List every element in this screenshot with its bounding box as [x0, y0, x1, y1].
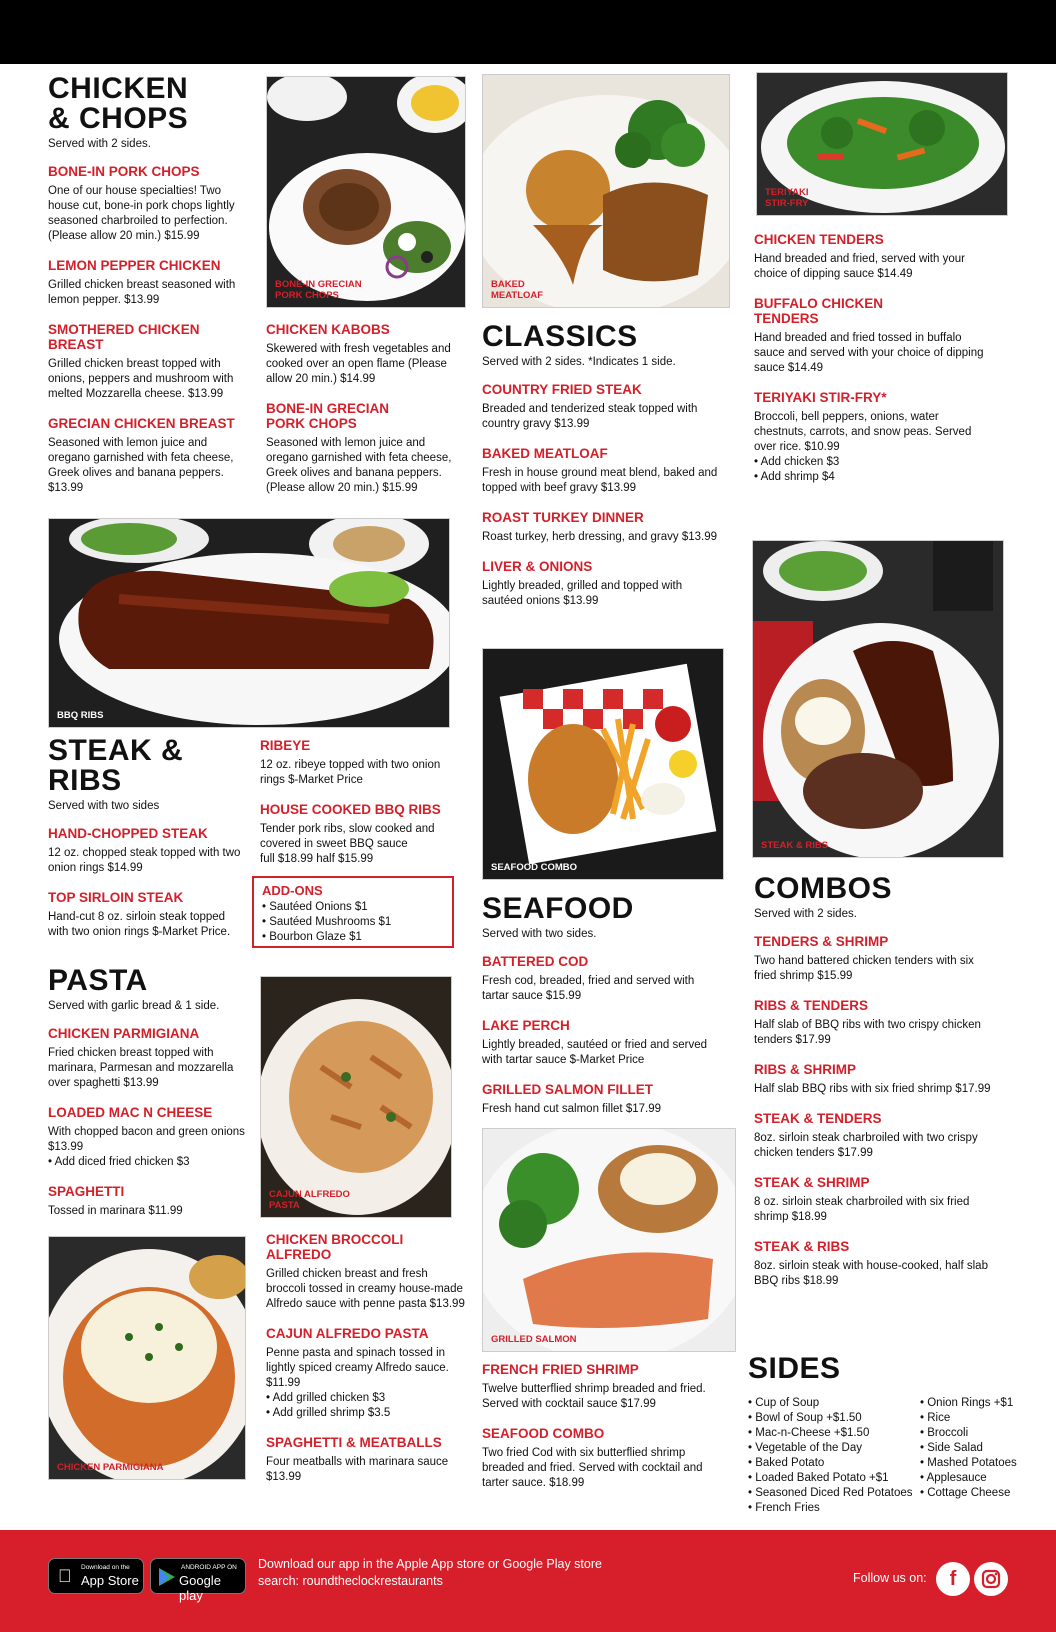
top-black-bar: [0, 0, 1056, 64]
menu-item: [754, 1239, 994, 1289]
menu-item: [48, 322, 248, 402]
item-desc: Penne pasta and spinach tossed in lightly spiced creamy Alfredo sauce. $11.99: [266, 1347, 449, 1389]
photo-caption: TERIYAKI STIR-FRY: [765, 187, 809, 209]
menu-item: [482, 510, 722, 545]
combos-title: COMBOS: [754, 872, 892, 905]
item-name: STEAK & TENDERS: [754, 1111, 882, 1126]
google-play-icon: [159, 1568, 175, 1586]
add-ons-title: ADD-ONS: [262, 883, 323, 898]
item-desc: Two hand battered chicken tenders with six fried shrimp $15.99: [754, 955, 974, 982]
menu-item: [48, 826, 248, 876]
steak-subtitle: Served with two sides: [48, 800, 160, 812]
chicken-subtitle: Served with 2 sides.: [48, 138, 151, 150]
seafood-section: [482, 894, 718, 1117]
sides-section: [748, 1354, 1048, 1516]
steak-section-2: [260, 738, 460, 867]
google-play-small-label: ANDROID APP ON: [181, 1564, 237, 1571]
menu-item: [754, 1175, 994, 1225]
item-desc: Hand breaded and fried, served with your choice of dipping sauce $14.49: [754, 253, 965, 280]
photo-caption: BBQ RIBS: [57, 710, 104, 721]
menu-item: [754, 390, 986, 485]
photo-caption: BAKED MEATLOAF: [491, 279, 544, 301]
item-name: HOUSE COOKED BBQ RIBS: [260, 802, 441, 817]
item-desc: Four meatballs with marinara sauce $13.99: [266, 1456, 449, 1483]
cajun-pasta-photo: [260, 976, 452, 1218]
item-name: RIBEYE: [260, 738, 311, 753]
menu-item: [754, 232, 986, 282]
item-name: BONE-IN GRECIAN PORK CHOPS: [266, 401, 390, 431]
chicken-section: [48, 74, 248, 496]
menu-item: [482, 382, 722, 432]
addon-line: • Add diced fried chicken $3: [48, 1155, 248, 1170]
seafood-combo-image: [483, 649, 724, 880]
side-item: • Seasoned Diced Red Potatoes: [748, 1486, 923, 1501]
side-item: • Mac-n-Cheese +$1.50: [748, 1426, 923, 1441]
item-desc: Grilled chicken breast and fresh broccoli tossed in creamy house-made Alfredo sauce with penne pasta $13.99: [266, 1268, 465, 1310]
side-item: • Cottage Cheese: [920, 1486, 1045, 1501]
item-desc: Seasoned with lemon juice and oregano garnished with feta cheese, Greek olives and banana peppers. $13.99: [48, 437, 234, 494]
item-name: LEMON PEPPER CHICKEN: [48, 258, 221, 273]
side-item: • Loaded Baked Potato +$1: [748, 1471, 923, 1486]
pasta-subtitle: Served with garlic bread & 1 side.: [48, 1000, 220, 1012]
chicken-section-2: [266, 322, 466, 496]
photo-caption: CHICKEN PARMIGIANA: [57, 1462, 164, 1473]
menu-item: [482, 1426, 718, 1491]
menu-item: [48, 1184, 248, 1219]
app-store-label: App Store: [81, 1573, 139, 1588]
menu-item: [48, 1105, 248, 1170]
item-name: COUNTRY FRIED STEAK: [482, 382, 642, 397]
item-desc: Seasoned with lemon juice and oregano garnished with feta cheese, Greek olives and banana peppers. (Please allow 20 min.) $15.99: [266, 437, 452, 494]
steak-section: [48, 736, 248, 940]
app-download-text: [258, 1556, 602, 1590]
meatloaf-image: [483, 75, 730, 308]
menu-item: [482, 446, 722, 496]
side-item: • Vegetable of the Day: [748, 1441, 923, 1456]
item-desc: Fresh cod, breaded, fried and served with tartar sauce $15.99: [482, 975, 695, 1002]
add-on-item: • Sautéed Onions $1: [262, 900, 444, 915]
side-item: • Side Salad: [920, 1441, 1045, 1456]
menu-item: [482, 1082, 718, 1117]
pasta-section: [48, 966, 248, 1219]
item-desc: One of our house specialties! Two house cut, bone-in pork chops lightly seasoned charbroiled to perfection. (Please allow 20 min.) $15.99: [48, 185, 235, 242]
item-name: TENDERS & SHRIMP: [754, 934, 889, 949]
seafood-section-2: [482, 1362, 718, 1491]
menu-item: [754, 998, 994, 1048]
steak-ribs-photo: [752, 540, 1004, 858]
facebook-icon[interactable]: f: [936, 1562, 970, 1596]
app-search-line: search: roundtheclockrestaurants: [258, 1574, 443, 1588]
photo-caption: GRILLED SALMON: [491, 1334, 577, 1345]
menu-item: [48, 164, 248, 244]
seafood-title: SEAFOOD: [482, 892, 634, 925]
classics-title: CLASSICS: [482, 320, 638, 353]
sides-title: SIDES: [748, 1352, 841, 1385]
item-name: BATTERED COD: [482, 954, 589, 969]
instagram-icon[interactable]: [974, 1562, 1008, 1596]
menu-item: [266, 1326, 466, 1421]
item-name: CAJUN ALFREDO PASTA: [266, 1326, 429, 1341]
item-name: LOADED MAC N CHEESE: [48, 1105, 213, 1120]
item-name: CHICKEN TENDERS: [754, 232, 884, 247]
side-item: • Cup of Soup: [748, 1396, 923, 1411]
item-name: BAKED MEATLOAF: [482, 446, 608, 461]
item-desc: Hand-cut 8 oz. sirloin steak topped with two onion rings $-Market Price.: [48, 911, 231, 938]
combos-subtitle: Served with 2 sides.: [754, 908, 857, 920]
item-name: GRECIAN CHICKEN BREAST: [48, 416, 235, 431]
item-desc: Lightly breaded, grilled and topped with sautéed onions $13.99: [482, 580, 683, 607]
item-name: LIVER & ONIONS: [482, 559, 593, 574]
item-name: GRILLED SALMON FILLET: [482, 1082, 653, 1097]
item-name: SPAGHETTI & MEATBALLS: [266, 1435, 442, 1450]
item-name: RIBS & SHRIMP: [754, 1062, 857, 1077]
menu-item: [48, 890, 248, 940]
salmon-photo: [482, 1128, 736, 1352]
add-on-item: • Sautéed Mushrooms $1: [262, 915, 444, 930]
instagram-glyph: [974, 1562, 1008, 1596]
photo-caption: STEAK & RIBS: [761, 840, 829, 851]
menu-item: [482, 1362, 718, 1412]
item-desc: Broccoli, bell peppers, onions, water chestnuts, carrots, and snow peas. Served over rice. $10.99: [754, 411, 972, 453]
sides-list-right: [920, 1396, 1045, 1501]
seafood-subtitle: Served with two sides.: [482, 928, 597, 940]
item-name: SMOTHERED CHICKEN BREAST: [48, 322, 200, 352]
footer: [0, 1530, 1056, 1632]
addon-line: • Add grilled shrimp $3.5: [266, 1406, 466, 1421]
item-name: FRENCH FRIED SHRIMP: [482, 1362, 639, 1377]
menu-item: [754, 1111, 994, 1161]
google-play-button[interactable]: [150, 1558, 246, 1603]
steak-ribs-image: [753, 541, 1004, 858]
bbq-ribs-photo: [48, 518, 450, 728]
menu-item: [754, 296, 986, 376]
item-desc: 12 oz. ribeye topped with two onion rings $-Market Price: [260, 759, 441, 786]
addon-line: • Add grilled chicken $3: [266, 1391, 466, 1406]
bbq-ribs-image: [49, 519, 450, 728]
item-desc: Breaded and tenderized steak topped with country gravy $13.99: [482, 403, 698, 430]
google-play-label: Google play: [179, 1573, 221, 1603]
follow-us-label: Follow us on:: [853, 1571, 927, 1585]
item-name: TOP SIRLOIN STEAK: [48, 890, 184, 905]
item-name: TERIYAKI STIR-FRY*: [754, 390, 887, 405]
item-desc: 8oz. sirloin steak charbroiled with two crispy chicken tenders $17.99: [754, 1132, 978, 1159]
item-desc: Twelve butterflied shrimp breaded and fried. Served with cocktail sauce $17.99: [482, 1383, 706, 1410]
item-name: STEAK & SHRIMP: [754, 1175, 870, 1190]
item-name: SPAGHETTI: [48, 1184, 125, 1199]
add-ons-box: [252, 876, 454, 948]
item-name: CHICKEN PARMIGIANA: [48, 1026, 200, 1041]
add-on-item: • Bourbon Glaze $1: [262, 930, 444, 945]
item-name: STEAK & RIBS: [754, 1239, 850, 1254]
salmon-image: [483, 1129, 736, 1352]
item-name: ROAST TURKEY DINNER: [482, 510, 644, 525]
item-desc: Fresh hand cut salmon fillet $17.99: [482, 1103, 661, 1115]
steak-title: STEAK & RIBS: [48, 734, 184, 797]
photo-caption: BONE-IN GRECIAN PORK CHOPS: [275, 279, 362, 301]
item-desc: 8oz. sirloin steak with house-cooked, half slab BBQ ribs $18.99: [754, 1260, 988, 1287]
cajun-pasta-image: [261, 977, 452, 1218]
pork-chops-image: [267, 77, 466, 308]
combos-section: [754, 874, 994, 1289]
item-desc: With chopped bacon and green onions $13.99: [48, 1126, 245, 1153]
item-desc: 8 oz. sirloin steak charbroiled with six fried shrimp $18.99: [754, 1196, 970, 1223]
side-item: • French Fries: [748, 1501, 923, 1516]
tenders-section: [754, 232, 986, 485]
item-desc: Grilled chicken breast topped with onions, peppers and mushroom with melted Mozzarella cheese. $13.99: [48, 358, 234, 400]
stir-fry-photo: [756, 72, 1008, 216]
item-desc: Half slab BBQ ribs with six fried shrimp $17.99: [754, 1083, 991, 1095]
item-desc: Skewered with fresh vegetables and cooked over an open flame (Please allow 20 min.) $14.99: [266, 343, 451, 385]
photo-caption: SEAFOOD COMBO: [491, 862, 578, 873]
item-desc: Fresh in house ground meat blend, baked and topped with beef gravy $13.99: [482, 467, 718, 494]
side-item: • Rice: [920, 1411, 1045, 1426]
item-desc: 12 oz. chopped steak topped with two onion rings $14.99: [48, 847, 241, 874]
item-name: BONE-IN PORK CHOPS: [48, 164, 200, 179]
addon-line: • Add shrimp $4: [754, 470, 986, 485]
menu-item: [48, 258, 248, 308]
item-name: CHICKEN BROCCOLI ALFREDO: [266, 1232, 404, 1262]
menu-item: [482, 559, 722, 609]
side-item: • Mashed Potatoes: [920, 1456, 1045, 1471]
item-desc: Half slab of BBQ ribs with two crispy chicken tenders $17.99: [754, 1019, 981, 1046]
menu-item: [754, 934, 994, 984]
side-item: • Onion Rings +$1: [920, 1396, 1045, 1411]
classics-section: [482, 322, 722, 609]
classics-subtitle: Served with 2 sides. *Indicates 1 side.: [482, 356, 676, 368]
menu-item: [48, 416, 248, 496]
app-store-small-label: Download on the: [81, 1564, 130, 1571]
chicken-title-2: & CHOPS: [48, 102, 189, 135]
menu-item: [482, 1018, 718, 1068]
photo-caption: CAJUN ALFREDO PASTA: [269, 1189, 350, 1211]
item-name: RIBS & TENDERS: [754, 998, 869, 1013]
item-desc: Hand breaded and fried tossed in buffalo sauce and served with your choice of dipping sauce $14.49: [754, 332, 984, 374]
parmigiana-photo: [48, 1236, 246, 1480]
app-store-button[interactable]: [48, 1558, 144, 1594]
item-name: SEAFOOD COMBO: [482, 1426, 605, 1441]
pasta-title: PASTA: [48, 964, 148, 997]
meatloaf-photo: [482, 74, 730, 308]
menu-item: [482, 954, 718, 1004]
menu-item: [266, 401, 466, 496]
menu-item: [260, 738, 460, 788]
item-desc: Fried chicken breast topped with marinara, Parmesan and mozzarella over spaghetti $13.99: [48, 1047, 234, 1089]
item-desc: Tossed in marinara $11.99: [48, 1205, 183, 1217]
chicken-title-1: CHICKEN: [48, 72, 189, 105]
sides-list-left: [748, 1396, 923, 1516]
menu-item: [260, 802, 460, 867]
menu-item: [266, 1435, 466, 1485]
item-desc: Roast turkey, herb dressing, and gravy $13.99: [482, 531, 718, 543]
menu-item: [48, 1026, 248, 1091]
item-name: HAND-CHOPPED STEAK: [48, 826, 208, 841]
side-item: • Baked Potato: [748, 1456, 923, 1471]
item-desc: Grilled chicken breast seasoned with lemon pepper. $13.99: [48, 279, 236, 306]
menu-item: [754, 1062, 994, 1097]
item-desc: Two fried Cod with six butterflied shrimp breaded and fried. Served with cocktail and tarter sauce. $18.99: [482, 1447, 703, 1489]
menu-item: [266, 1232, 466, 1312]
pasta-section-2: [266, 1232, 466, 1485]
item-desc: Lightly breaded, sautéed or fried and served with tartar sauce $-Market Price: [482, 1039, 708, 1066]
side-item: • Broccoli: [920, 1426, 1045, 1441]
seafood-combo-photo: [482, 648, 724, 880]
addon-line: • Add chicken $3: [754, 455, 986, 470]
app-download-line: Download our app in the Apple App store or Google Play store: [258, 1557, 602, 1571]
apple-icon: [58, 1566, 72, 1587]
item-name: LAKE PERCH: [482, 1018, 570, 1033]
side-item: • Applesauce: [920, 1471, 1045, 1486]
item-desc: Tender pork ribs, slow cooked and covered in sweet BBQ sauce: [260, 823, 435, 850]
parmigiana-image: [49, 1237, 246, 1480]
item-price: full $18.99 half $15.99: [260, 853, 374, 865]
menu-item: [266, 322, 466, 387]
pork-chops-photo: [266, 76, 466, 308]
item-name: CHICKEN KABOBS: [266, 322, 390, 337]
side-item: • Bowl of Soup +$1.50: [748, 1411, 923, 1426]
item-name: BUFFALO CHICKEN TENDERS: [754, 296, 883, 326]
